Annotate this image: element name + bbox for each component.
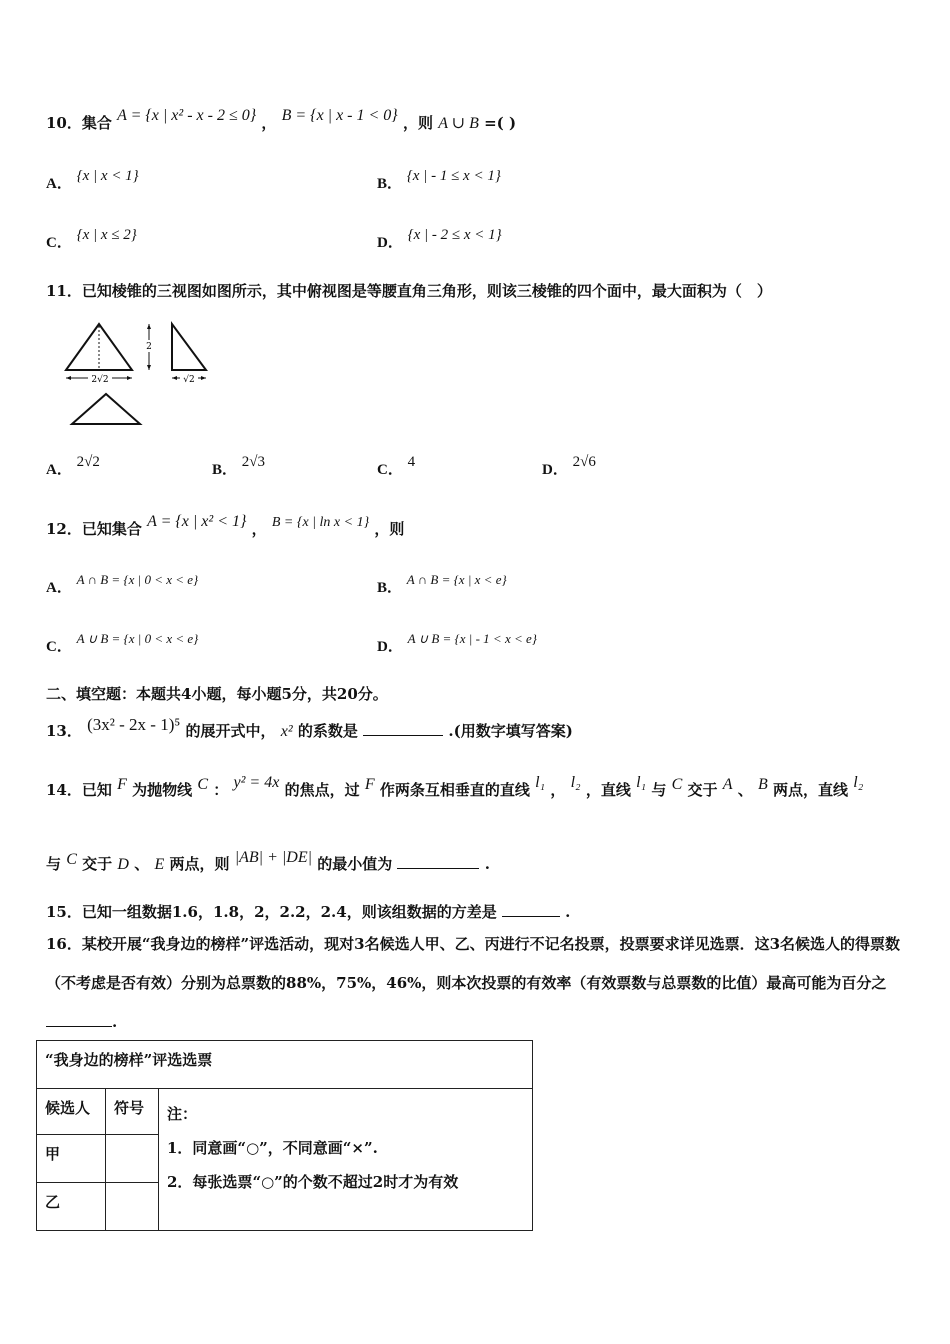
height-label: 2 [146, 342, 152, 352]
q15-stem [46, 901, 570, 922]
top-view-triangle [72, 394, 140, 424]
option-label: C． [46, 235, 72, 251]
option-value: {x | x < 1} [76, 168, 139, 184]
option-value: {x | - 1 ≤ x < 1} [406, 168, 501, 184]
q10-sep: ， [261, 114, 277, 132]
q14-dun: 、 [737, 781, 753, 799]
ballot-row-jia: 甲 [37, 1135, 106, 1183]
option-value: A ∩ B = {x | 0 < x < e} [76, 572, 199, 587]
option-value: 2√6 [572, 454, 596, 470]
option-value: {x | - 2 ≤ x < 1} [407, 227, 502, 243]
q10-union: A ∪ B [438, 115, 479, 132]
q14-colon: ： [213, 781, 229, 799]
option-value: 4 [407, 454, 416, 470]
q12-option-c[interactable] [46, 631, 199, 656]
q14-point-e: E [154, 856, 165, 873]
option-label: D． [377, 639, 403, 655]
side-width-label: √2 [183, 375, 195, 385]
option-value: A ∪ B = {x | - 1 < x < e} [407, 631, 537, 646]
q13-expression: (3x² - 2x - 1)⁵ [87, 715, 181, 734]
q14-point-d: D [117, 856, 129, 873]
side-view-triangle [172, 324, 206, 370]
ballot-row-yi: 乙 [37, 1183, 106, 1231]
option-label: B． [377, 580, 403, 596]
ballot-note-title: 注： [167, 1105, 198, 1123]
ballot-col-candidate: 候选人 [37, 1089, 106, 1135]
q14-line-2 [46, 849, 490, 874]
q14-text: 作两条互相垂直的直线 [379, 781, 530, 799]
q16-text: 16．某校开展“我身边的榜样”评选活动，现对3名候选人甲、乙、丙进行不记名投票，投票要求详见选票．这3名候选人的得票数（不考虑是否有效）分别为总票数的88%，75%，46%，则本次投票的有效率（有效票数与总票数的比值）最高可能为百分之 [46, 935, 901, 992]
q14-text: ，直线 [585, 781, 631, 799]
q10-option-b[interactable] [377, 168, 501, 193]
q14-line-l1: l₁ [535, 774, 546, 791]
q16-stem [46, 925, 906, 1042]
option-label: D． [377, 235, 403, 251]
option-label: B． [212, 462, 238, 478]
option-value: 2√3 [241, 454, 266, 470]
option-label: A． [46, 176, 72, 192]
q13-answer-blank[interactable] [363, 735, 443, 736]
q14-answer-blank[interactable] [397, 868, 479, 869]
q12-sep: ， [251, 520, 267, 538]
q12-set-b: B = {x | ln x < 1} [271, 515, 370, 530]
q15-text: 15．已知一组数据1.6，1.8，2，2.2，2.4，则该组数据的方差是 [46, 903, 497, 921]
q14-end: . [484, 855, 490, 873]
q14-text: 的焦点，过 [284, 781, 360, 799]
q14-curve: C [197, 776, 209, 793]
q14-text: 的最小值为 [317, 855, 393, 873]
q14-line-l2: l₂ [853, 774, 864, 791]
q14-expression: |AB| + |DE| [234, 849, 312, 866]
ballot-title: “我身边的榜样”评选选票 [37, 1041, 533, 1089]
q11-option-b[interactable] [212, 454, 266, 479]
q12-tail: ，则 [374, 520, 405, 538]
q13-term: x² [280, 723, 293, 740]
q11-option-c[interactable] [377, 454, 416, 479]
front-width-label: 2√2 [91, 375, 109, 385]
three-view-figure [60, 318, 220, 433]
q14-comma: ， [550, 781, 566, 799]
q13-tail: 的系数是 [297, 722, 358, 740]
q15-answer-blank[interactable] [502, 916, 560, 917]
q14-point-a: A [722, 776, 733, 793]
q13-number: 13． [46, 722, 82, 740]
q16-end: . [112, 1013, 118, 1031]
q10-option-d[interactable] [377, 227, 502, 252]
q13-stem [46, 715, 573, 741]
q10-option-a[interactable] [46, 168, 139, 193]
q10-stem [46, 107, 517, 133]
q14-focus: F [117, 776, 127, 793]
q11-stem: 11．已知棱锥的三视图如图所示，其中俯视图是等腰直角三角形，则该三棱锥的四个面中，最大面积为（ ） [46, 282, 772, 300]
option-label: B． [377, 176, 403, 192]
q12-set-a: A = {x | x² < 1} [147, 513, 247, 530]
q14-equation: y² = 4x [233, 774, 280, 791]
q11-option-d[interactable] [542, 454, 596, 479]
q14-curve: C [66, 851, 77, 868]
option-label: A． [46, 580, 72, 596]
q14-text: 与 [46, 855, 62, 873]
ballot-notes [159, 1089, 533, 1231]
option-label: D． [542, 462, 568, 478]
option-value: A ∩ B = {x | x < e} [406, 572, 507, 587]
option-label: A． [46, 462, 72, 478]
option-label: C． [377, 462, 403, 478]
ballot-note-1: 1．同意画“○”，不同意画“×”. [167, 1139, 378, 1157]
q12-option-b[interactable] [377, 572, 507, 597]
q10-tail: ，则 [402, 114, 433, 132]
ballot-symbol-cell[interactable] [106, 1135, 159, 1183]
q12-option-a[interactable] [46, 572, 199, 597]
option-label: C． [46, 639, 72, 655]
q12-number: 12．已知集合 [46, 520, 142, 538]
q14-number: 14．已知 [46, 781, 112, 799]
q10-set-b: B = {x | x - 1 < 0} [281, 107, 398, 124]
q14-text: 交于 [82, 855, 113, 873]
q13-end: .(用数字填写答案) [448, 722, 573, 740]
q14-text: 两点，直线 [773, 781, 849, 799]
q12-option-d[interactable] [377, 631, 537, 656]
q14-line-l2: l₂ [570, 774, 581, 791]
q14-curve: C [671, 776, 683, 793]
ballot-table [36, 1040, 533, 1231]
q14-line-1 [46, 774, 864, 800]
q11-option-a[interactable] [46, 454, 100, 479]
q15-end: . [565, 903, 571, 921]
q14-focus: F [364, 776, 375, 793]
section-heading: 二、填空题：本题共4小题，每小题5分，共20分。 [46, 685, 388, 703]
q12-stem [46, 513, 405, 539]
ballot-symbol-cell[interactable] [106, 1183, 159, 1231]
q13-mid: 的展开式中， [185, 722, 276, 740]
q14-line-l1: l₁ [636, 774, 647, 791]
q10-end: =( ) [484, 114, 517, 132]
option-value: A ∪ B = {x | 0 < x < e} [76, 631, 199, 646]
ballot-note-2: 2．每张选票“○”的个数不超过2时才为有效 [167, 1173, 459, 1191]
q14-text: 为抛物线 [132, 781, 193, 799]
q14-point-b: B [758, 776, 768, 793]
option-value: 2√2 [76, 454, 100, 470]
option-value: {x | x ≤ 2} [76, 227, 137, 243]
q14-text: 两点，则 [169, 855, 230, 873]
q10-option-c[interactable] [46, 227, 137, 252]
q14-text: 交于 [687, 781, 718, 799]
q14-text: 与 [651, 781, 667, 799]
q10-set-a: A = {x | x² - x - 2 ≤ 0} [117, 107, 257, 124]
q14-dun: 、 [134, 855, 150, 873]
q16-answer-blank[interactable] [46, 1026, 112, 1027]
ballot-col-symbol: 符号 [106, 1089, 159, 1135]
q10-number: 10．集合 [46, 114, 112, 132]
